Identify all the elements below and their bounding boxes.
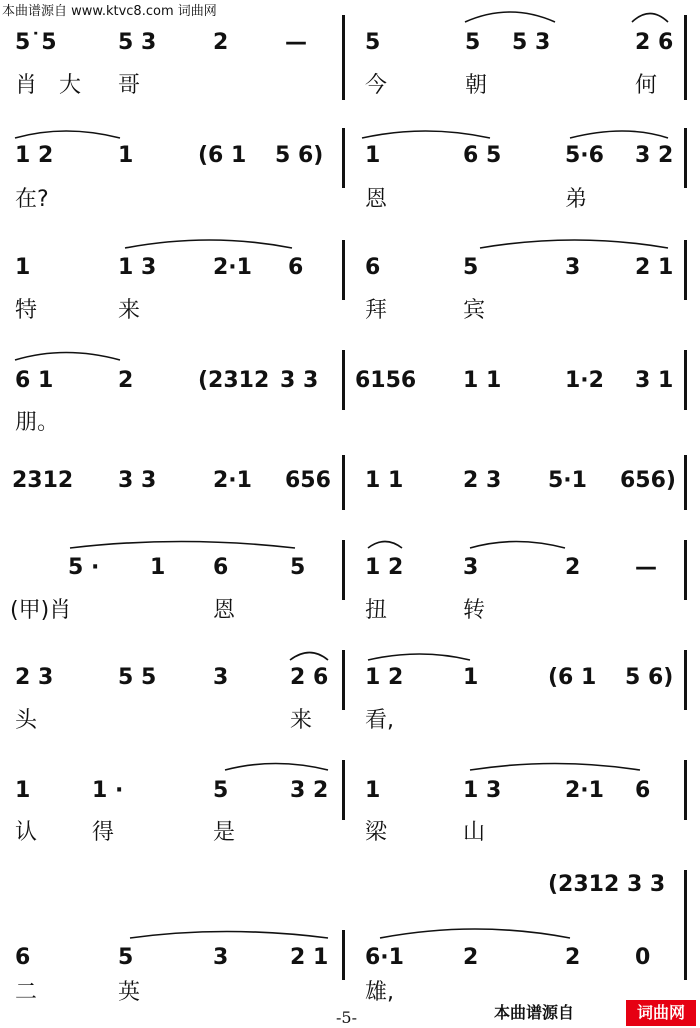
note: 6 1: [15, 368, 54, 393]
footer-source: 本曲谱源自: [494, 1003, 575, 1022]
note: 5: [118, 945, 134, 970]
note: 5 6): [275, 143, 324, 168]
note: 3 2: [635, 143, 674, 168]
note: 2: [565, 555, 581, 580]
note: 2·1: [213, 255, 252, 280]
lyric: 来: [290, 708, 313, 733]
note: 5: [465, 30, 481, 55]
lyric: 哥: [118, 73, 141, 98]
lyric: 英: [118, 980, 141, 1005]
note: 6: [288, 255, 304, 280]
note: 1 3: [463, 778, 502, 803]
note: 1 1: [463, 368, 502, 393]
note: 656: [285, 468, 331, 493]
note: 5 ·: [68, 555, 100, 580]
note: (2312: [198, 368, 270, 393]
note: 2: [565, 945, 581, 970]
lyric: 二: [15, 980, 38, 1005]
note: 3 3: [118, 468, 157, 493]
note: 5: [463, 255, 479, 280]
lyric: 梁: [365, 820, 388, 845]
note: 1 2: [365, 665, 404, 690]
lyric: 朝: [465, 73, 488, 98]
lyric: 转: [463, 598, 486, 623]
lyric: 在?: [15, 187, 49, 212]
note: 2 6: [290, 665, 329, 690]
site-logo: 词曲网: [626, 1000, 696, 1026]
note: 2 3: [463, 468, 502, 493]
note: 2 3: [15, 665, 54, 690]
note: 2 6: [635, 30, 674, 55]
note: 2·1: [565, 778, 604, 803]
lyric: 拜: [365, 298, 388, 323]
note: 1: [365, 143, 381, 168]
note: 1 2: [365, 555, 404, 580]
lyric: 特: [15, 298, 38, 323]
note: 1: [150, 555, 166, 580]
note: —: [635, 555, 657, 580]
note: 2312: [12, 468, 74, 493]
note: 5·6: [565, 143, 604, 168]
lyric: 宾: [463, 298, 486, 323]
lyric: 今: [365, 73, 388, 98]
lyric: 来: [118, 298, 141, 323]
note: 2: [463, 945, 479, 970]
note: (2312 3 3: [548, 872, 666, 897]
note: 6 5: [463, 143, 502, 168]
lyric: 弟: [565, 187, 588, 212]
note: 5 6): [625, 665, 674, 690]
note: 6·1: [365, 945, 404, 970]
note: (6 1: [198, 143, 247, 168]
note: 1: [15, 778, 31, 803]
note: 3: [565, 255, 581, 280]
note: —: [285, 30, 307, 55]
note: 1: [365, 778, 381, 803]
note: 6156: [355, 368, 417, 393]
lyric: 恩: [213, 598, 236, 623]
lyric: 看,: [365, 708, 394, 733]
note: 5: [290, 555, 306, 580]
note: 1: [463, 665, 479, 690]
note: 3 1: [635, 368, 674, 393]
note: 2: [213, 30, 229, 55]
lyric: 肖大: [15, 73, 104, 98]
note: 6: [635, 778, 651, 803]
note: 2: [118, 368, 134, 393]
lyric: 是: [213, 820, 236, 845]
lyric: 朋。: [15, 410, 60, 435]
site-header: 本曲谱源自 www.ktvc8.com 词曲网: [2, 4, 217, 19]
lyric: 扭: [365, 598, 388, 623]
lyric: 山: [463, 820, 486, 845]
note: 2·1: [213, 468, 252, 493]
note: 5 3: [512, 30, 551, 55]
note: 3: [213, 665, 229, 690]
note: 5 3: [118, 30, 157, 55]
note: 1 2: [15, 143, 54, 168]
lyric: 雄,: [365, 980, 394, 1005]
note: 3: [213, 945, 229, 970]
note: 2 1: [290, 945, 329, 970]
lyric: (甲)肖: [10, 598, 72, 623]
note: 5: [365, 30, 381, 55]
note: (6 1: [548, 665, 597, 690]
lyric: 恩: [365, 187, 388, 212]
note: 1 1: [365, 468, 404, 493]
note: 5˙5: [15, 30, 57, 55]
lyric: 认: [15, 820, 38, 845]
page-number: -5-: [336, 1008, 357, 1027]
note: 1: [15, 255, 31, 280]
note: 6: [15, 945, 31, 970]
lyric: 头: [15, 708, 38, 733]
note: 3: [463, 555, 479, 580]
note: 3 3: [280, 368, 319, 393]
note: 5·1: [548, 468, 587, 493]
note: 656): [620, 468, 676, 493]
note: 3 2: [290, 778, 329, 803]
note: 1·2: [565, 368, 604, 393]
note: 2 1: [635, 255, 674, 280]
lyric: 何: [635, 73, 658, 98]
note: 1: [118, 143, 134, 168]
note: 0: [635, 945, 651, 970]
note: 1 3: [118, 255, 157, 280]
note: 1 ·: [92, 778, 124, 803]
note: 5 5: [118, 665, 157, 690]
lyric: 得: [92, 820, 115, 845]
note: 6: [213, 555, 229, 580]
note: 6: [365, 255, 381, 280]
note: 5: [213, 778, 229, 803]
